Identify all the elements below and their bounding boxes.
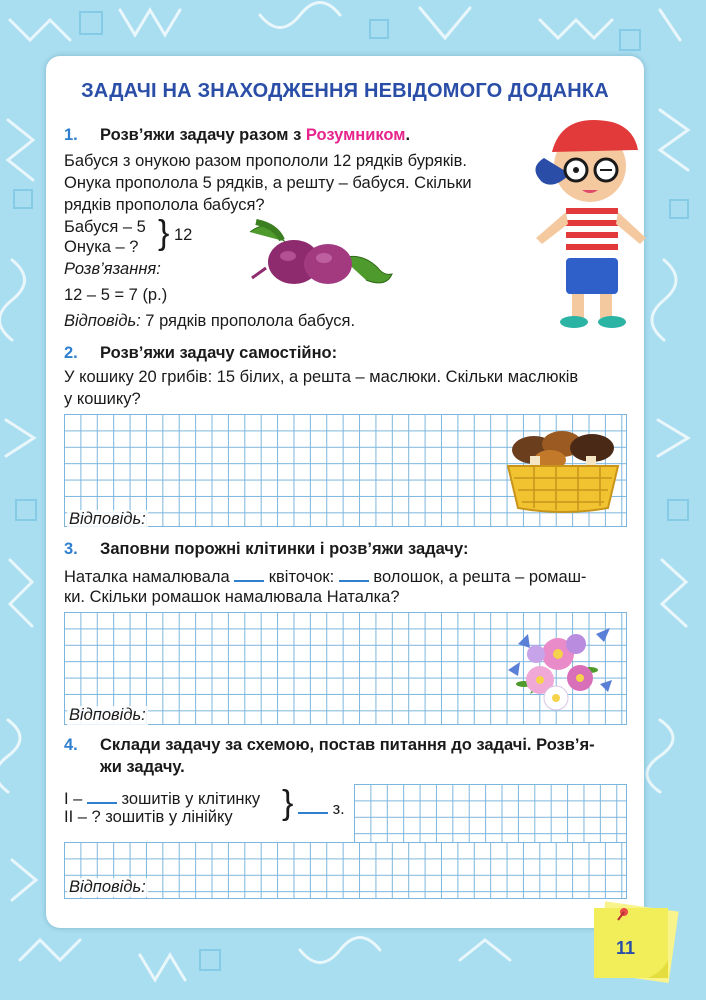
task4-heading-line1: Склади задачу за схемою, постав питання до задачі. Розв’я-: [100, 736, 595, 754]
task3-text-line2: ки. Скільки ромашок намалювала Наталка?: [64, 588, 400, 606]
beets-illustration: [246, 218, 394, 290]
mushroom-basket-illustration: [504, 426, 622, 514]
task3-answer-label: Відповідь:: [69, 706, 146, 724]
task1-answer: [64, 312, 355, 331]
task4-answer-grid[interactable]: [64, 842, 627, 899]
task1-answer-text: 7 рядків прополола бабуся.: [140, 312, 356, 330]
task4-brace: }: [282, 784, 294, 822]
task4-blank-total[interactable]: [298, 798, 328, 814]
task3-text-part-a: Наталка намалювала: [64, 568, 235, 586]
task2-heading: Розв’яжи задачу самостійно:: [100, 344, 338, 362]
task1-answer-label: Відповідь:: [64, 312, 141, 330]
task4-scheme-part-b: зошитів у клітинку: [116, 790, 261, 808]
task1-text-line2: Онука прополола 5 рядків, а решту – бабуся. Скільки: [64, 174, 472, 192]
task4-answer-label: Відповідь:: [69, 878, 146, 896]
task2-text-line2: у кошику?: [64, 390, 141, 408]
task4-scheme-line1: [64, 788, 260, 809]
task4-scheme-line2: ІІ – ? зошитів у лінійку: [64, 808, 233, 826]
task3-blank-1[interactable]: [234, 566, 264, 582]
task1-solution-label: Розв’язання:: [64, 260, 161, 278]
page-title: ЗАДАЧІ НА ЗНАХОДЖЕННЯ НЕВІДОМОГО ДОДАНКА: [81, 80, 609, 102]
task2-number: 2.: [64, 344, 78, 362]
task1-scheme-line1: Бабуся – 5: [64, 218, 146, 236]
task4-total-suffix: з.: [328, 800, 345, 818]
task3-number: 3.: [64, 540, 78, 558]
sticky-note-icon: [590, 898, 682, 984]
task2-answer-label: Відповідь:: [69, 510, 146, 528]
task3-blank-2[interactable]: [339, 566, 369, 582]
task2-text-line1: У кошику 20 грибів: 15 білих, а решта – маслюки. Скільки маслюків: [64, 368, 579, 386]
task1-number: 1.: [64, 126, 78, 144]
task3-text-line1: [64, 566, 586, 587]
task1-heading-name: Розумником: [305, 126, 406, 144]
task4-number: 4.: [64, 736, 78, 754]
task4-scheme-grid[interactable]: [354, 784, 627, 843]
task3-text-part-c: волошок, а решта – ромаш-: [368, 568, 587, 586]
task1-text-line3: рядків прополола бабуся?: [64, 196, 265, 214]
task3-text-part-b: квіточок:: [264, 568, 339, 586]
task1-brace: }: [158, 214, 170, 252]
task1-scheme-total: 12: [174, 226, 193, 244]
flowers-illustration: [500, 614, 616, 716]
task4-total: [298, 798, 345, 819]
task4-heading-line2: жи задачу.: [100, 758, 185, 776]
task4-scheme-part-a: І –: [64, 790, 87, 808]
task1-text-line1: Бабуся з онукою разом пропололи 12 рядків буряків.: [64, 152, 467, 170]
task3-heading: Заповни порожні клітинки і розв’яжи задачу:: [100, 540, 469, 558]
task1-scheme-line2: Онука – ?: [64, 238, 139, 256]
boy-character-illustration: [526, 112, 656, 334]
page-number: 11: [616, 938, 636, 958]
task1-heading-prefix: Розв’яжи задачу разом з: [100, 126, 306, 144]
task4-blank-1[interactable]: [87, 788, 117, 804]
task1-solution: 12 – 5 = 7 (р.): [64, 286, 168, 304]
task1-heading-suffix: .: [405, 126, 411, 144]
task1-heading: [100, 126, 410, 145]
